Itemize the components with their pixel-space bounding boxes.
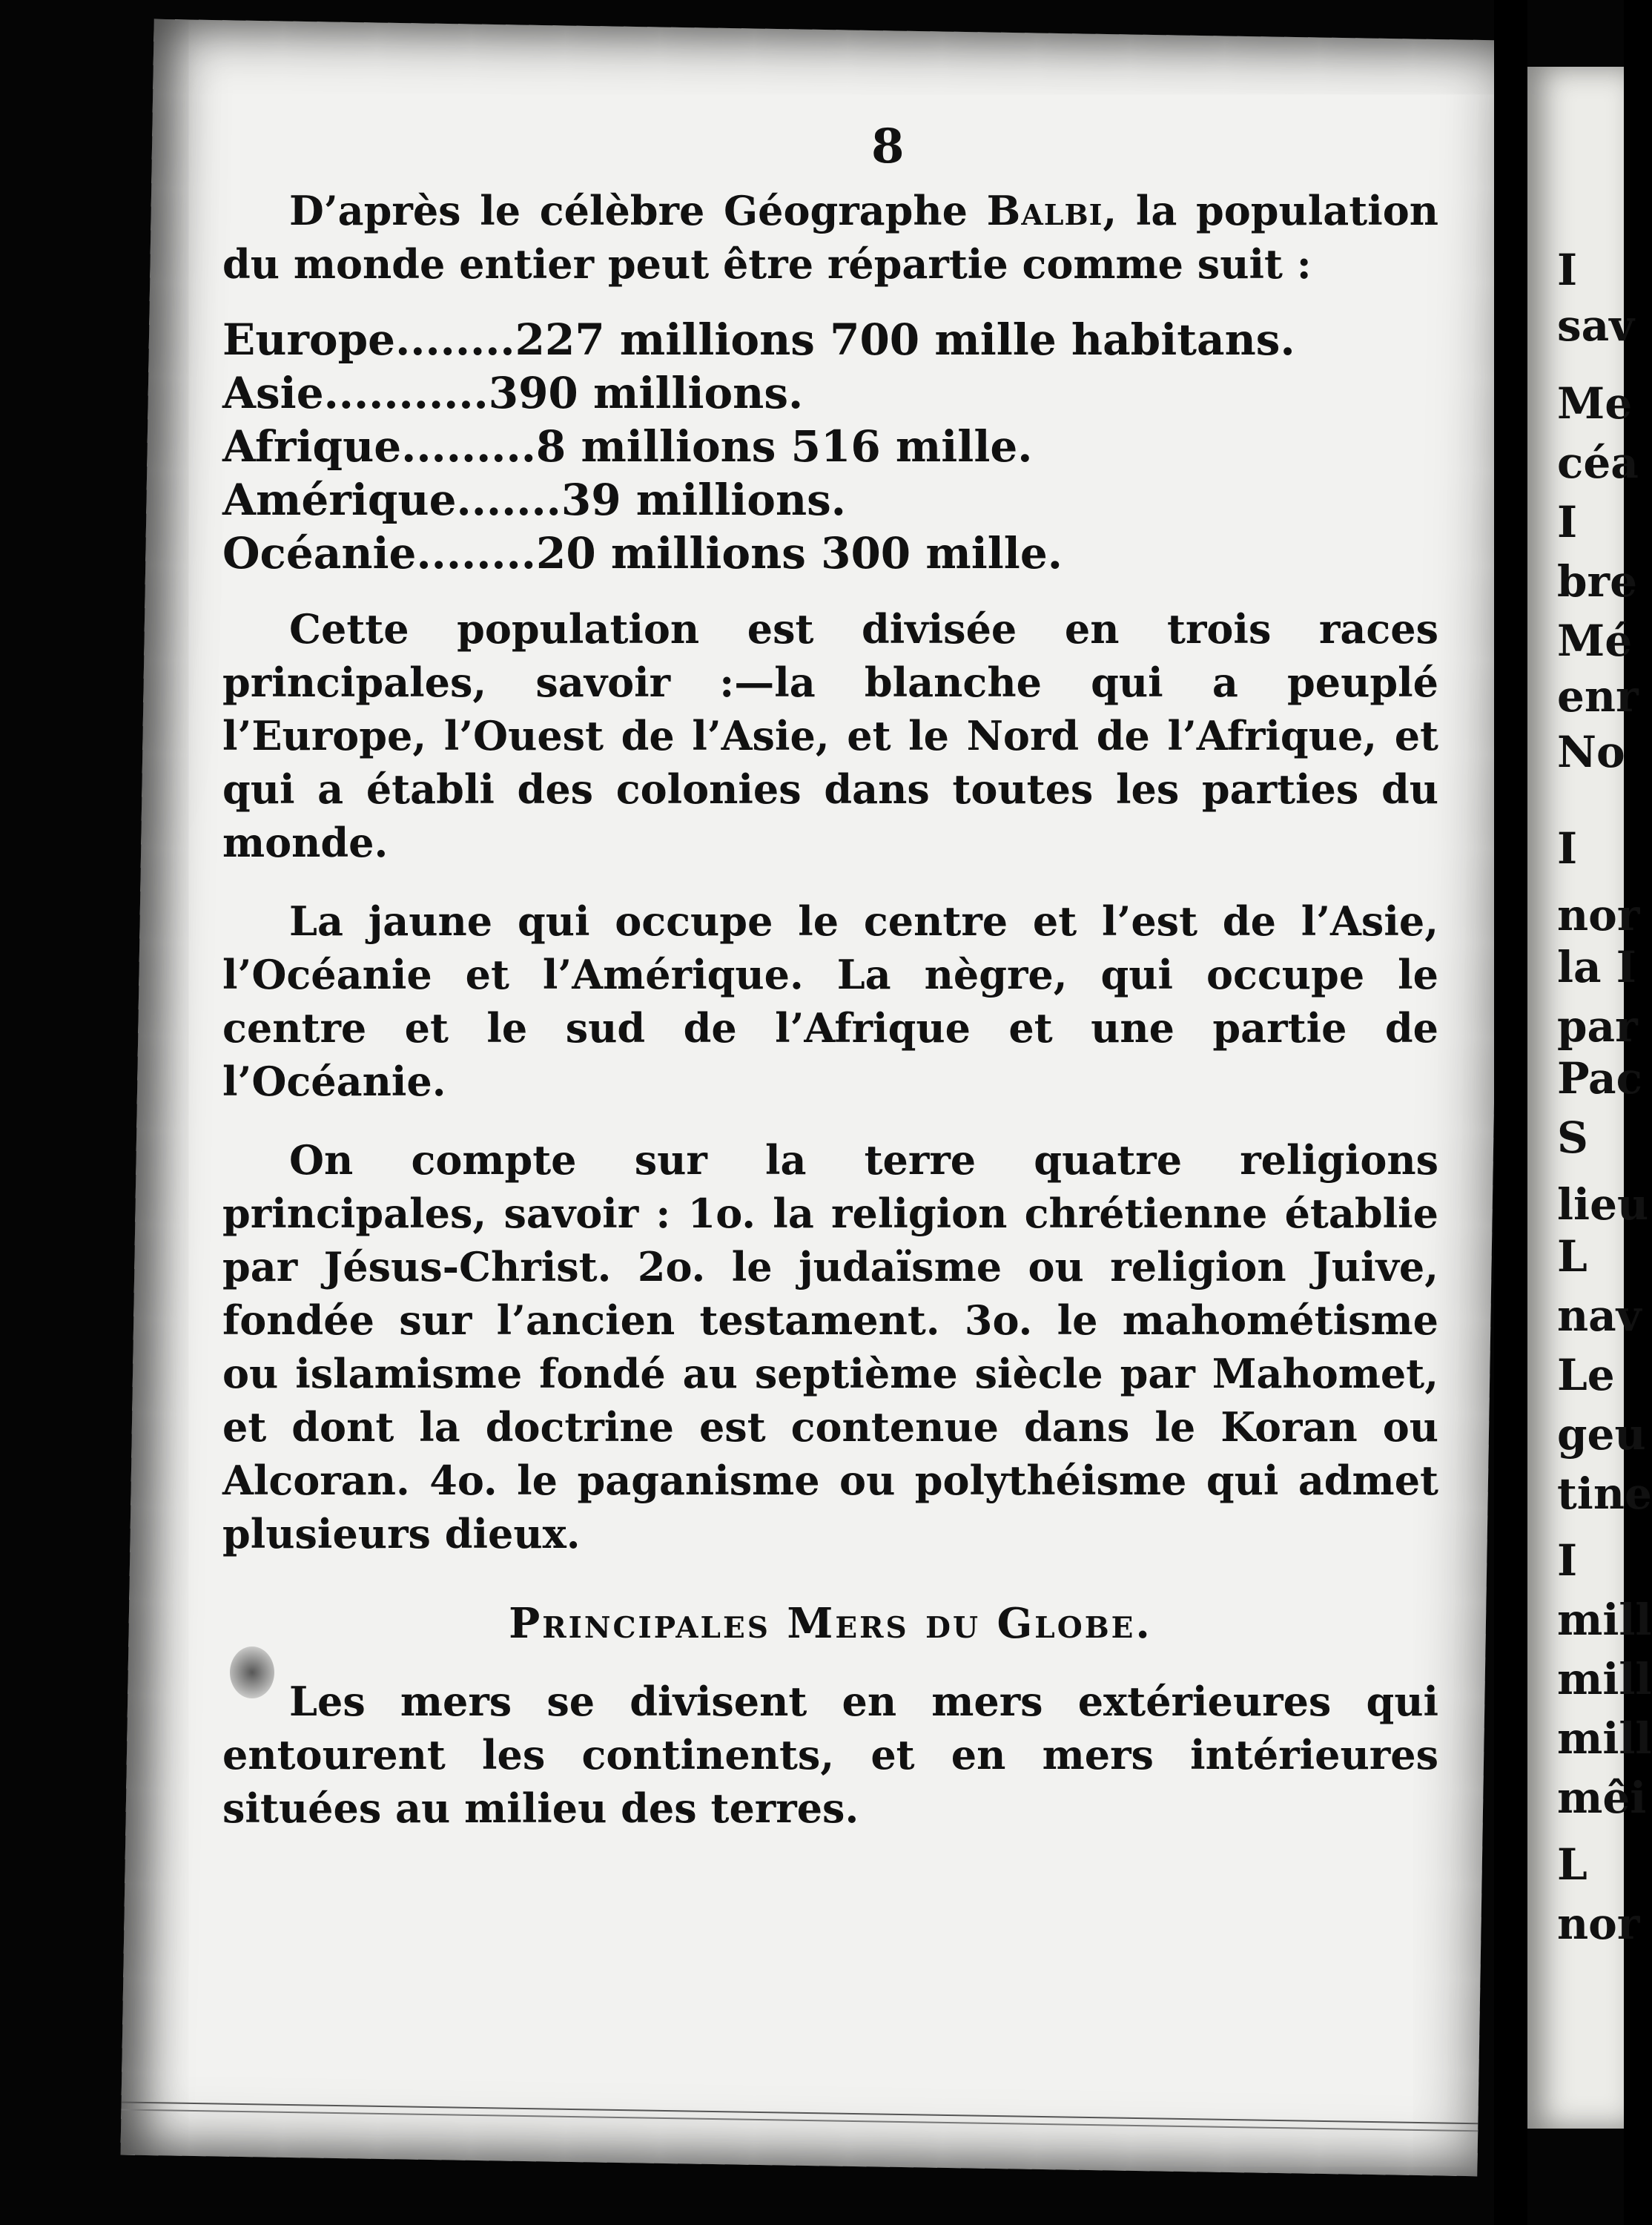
population-row: [222, 420, 1438, 473]
adjacent-page-fragment: mêi: [1557, 1773, 1647, 1823]
adjacent-page-fragment: lieu: [1557, 1179, 1649, 1230]
adjacent-page-fragment: S: [1557, 1112, 1588, 1163]
races-text: Cette population est divisée en trois races principales, savoir :—la blanche qui a peuplé l’Europe, l’Ouest de l’Asie, et le Nord de l’Afrique, et qui a établi des colonies dans toutes les parties du monde.: [222, 605, 1438, 866]
population-row: [222, 527, 1438, 580]
adjacent-page-fragment: L: [1557, 1839, 1587, 1890]
adjacent-page-fragment: geu: [1557, 1409, 1646, 1460]
yellow-race-text: La jaune qui occupe le centre et l’est de l’Asie, l’Océanie et l’Amérique. La nègre, qui occupe le centre et le sud de l’Afrique et une partie de l’Océanie.: [222, 897, 1438, 1105]
adjacent-page-fragment: la I: [1557, 942, 1636, 992]
adjacent-page-fragment: nor: [1557, 1899, 1640, 1949]
races-paragraph: [222, 602, 1438, 869]
region-name: Asie: [222, 368, 324, 418]
population-figure: 39 millions.: [561, 475, 846, 525]
intro-text: D’après le célèbre Géographe: [289, 187, 968, 234]
population-row: [222, 313, 1438, 366]
adjacent-page-fragment: par: [1557, 1001, 1638, 1052]
book-gutter: [1494, 0, 1527, 2225]
region-name: Océanie: [222, 528, 417, 578]
population-figure: 20 millions 300 mille.: [535, 528, 1063, 578]
leader-dots: ........: [395, 314, 515, 365]
adjacent-page-fragment: No: [1557, 727, 1625, 777]
population-row: [222, 366, 1438, 420]
leader-dots: .........: [401, 421, 536, 472]
adjacent-page-fragment: Le: [1557, 1350, 1615, 1400]
page-number: 8: [871, 119, 905, 174]
leader-dots: ........: [416, 528, 536, 578]
adjacent-page-fragment: sav: [1557, 300, 1634, 351]
adjacent-page-fragment: bre: [1557, 556, 1638, 607]
adjacent-page-fragment: L: [1557, 1231, 1587, 1282]
region-name: Europe: [222, 314, 396, 365]
adjacent-page-fragment: enr: [1557, 671, 1639, 722]
population-figure: 227 millions 700 mille habitans.: [515, 314, 1295, 365]
seas-paragraph: [222, 1675, 1438, 1835]
seas-text: Les mers se divisent en mers extérieures qui entourent les continents, et en mers intérieures situées au milieu des terres.: [222, 1678, 1438, 1832]
section-heading: Principales Mers du Globe.: [509, 1599, 1152, 1648]
page-text: [222, 119, 1438, 1835]
religions-text: On compte sur la terre quatre religions principales, savoir : 1o. la religion chrétienne établie par Jésus-Christ. 2o. le judaïsme ou religion Juive, fondée sur l’ancien testament. 3o. le mahométisme ou islamisme fondé au septième siècle par Mahomet, et dont la doctrine est contenue dans le Koran ou Alcoran. 4o. le paganisme ou polythéisme qui admet plusieurs dieux.: [222, 1136, 1438, 1558]
intro-tail-text: , la population du monde entier peut être répartie comme suit :: [222, 187, 1438, 288]
leader-dots: .......: [456, 475, 561, 525]
region-name: Amérique: [222, 475, 457, 525]
yellow-race-paragraph: [222, 894, 1438, 1108]
adjacent-page-fragment: nav: [1557, 1290, 1642, 1341]
population-figure: 8 millions 516 mille.: [535, 421, 1033, 472]
author-name: Balbi: [986, 187, 1103, 234]
population-figure: 390 millions.: [488, 368, 804, 418]
adjacent-page-fragment: mill: [1557, 1595, 1652, 1645]
adjacent-page-fragment: mill: [1557, 1654, 1652, 1704]
religions-paragraph: [222, 1133, 1438, 1560]
leader-dots: ...........: [323, 368, 489, 418]
population-row: [222, 473, 1438, 527]
adjacent-page-fragment: I: [1557, 1535, 1578, 1586]
adjacent-page-fragment: Mé: [1557, 616, 1633, 666]
adjacent-page-fragment: I: [1557, 497, 1578, 547]
adjacent-page-fragment: I: [1557, 823, 1578, 874]
adjacent-page-fragment: I: [1557, 245, 1578, 295]
population-table: [222, 313, 1438, 580]
adjacent-page-fragment: céa: [1557, 438, 1639, 488]
region-name: Afrique: [222, 421, 402, 472]
adjacent-page-fragment: Me: [1557, 378, 1633, 429]
intro-paragraph: [222, 184, 1438, 291]
adjacent-page-fragment: mill: [1557, 1713, 1652, 1764]
adjacent-page-edge: [1527, 67, 1652, 2129]
adjacent-page-fragment: nor: [1557, 890, 1640, 940]
adjacent-page-fragment: tine: [1557, 1468, 1652, 1519]
adjacent-page-fragment: Pac: [1557, 1053, 1642, 1104]
